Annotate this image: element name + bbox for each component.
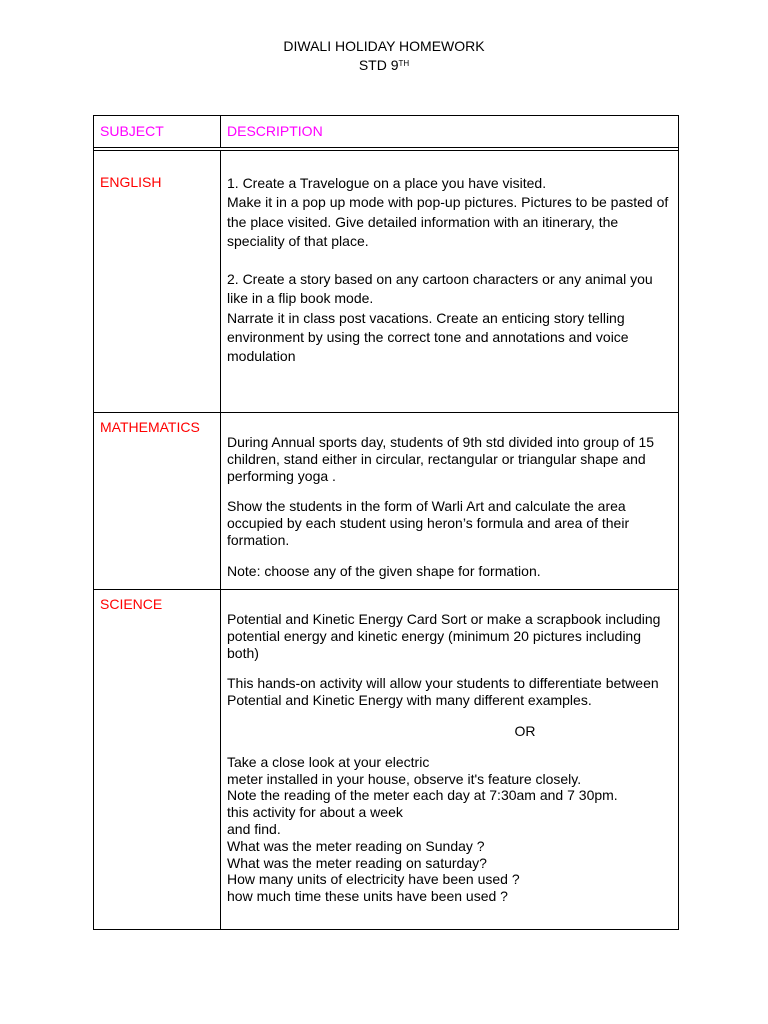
subtitle-grade: STD 9 — [358, 57, 399, 73]
subject-english: ENGLISH — [100, 174, 162, 190]
science-line: how much time these units have been used ? — [227, 888, 508, 905]
subject-mathematics: MATHEMATICS — [100, 419, 200, 435]
document-subtitle — [0, 57, 768, 74]
science-line: What was the meter reading on Sunday ? — [227, 837, 485, 854]
science-line: How many units of electricity have been used ? — [227, 871, 520, 888]
science-line: this activity for about a week — [227, 804, 403, 821]
english-task-1: 1. Create a Travelogue on a place you have visited. — [227, 175, 547, 191]
header-subject: SUBJECT — [100, 123, 164, 139]
subtitle-superscript: TH — [398, 59, 410, 68]
description-mathematics — [227, 434, 675, 580]
english-task-2-detail: Narrate it in class post vacations. Create an enticing story telling environment by using the correct tone and annotations and voice modulation — [227, 309, 629, 365]
column-divider — [220, 116, 221, 929]
english-task-2: 2. Create a story based on any cartoon characters or any animal you like in a flip book mode. — [227, 271, 653, 307]
science-task-1: Potential and Kinetic Energy Card Sort or make a scrapbook including potential energy and kinetic energy (minimum 20 pictures including both) — [227, 611, 661, 661]
math-task-note: Note: choose any of the given shape for formation. — [227, 562, 541, 579]
science-line: Note the reading of the meter each day at 7:30am and 7 30pm. — [227, 787, 618, 804]
science-line: meter installed in your house, observe it's feature closely. — [227, 770, 582, 787]
science-line: What was the meter reading on saturday? — [227, 854, 487, 871]
science-task-1-detail: This hands-on activity will allow your students to differentiate between Potential and Kinetic Energy with many different examples. — [227, 675, 659, 709]
header-rule-bottom — [94, 150, 678, 151]
description-science — [227, 611, 675, 905]
subject-science: SCIENCE — [100, 596, 163, 612]
english-task-1-detail: Make it in a pop up mode with pop-up pictures. Pictures to be pasted of the place visited. Give detailed information with an itinerary, the speciality of that place. — [227, 194, 669, 249]
homework-table — [93, 115, 679, 930]
science-line: Take a close look at your electric — [227, 753, 430, 770]
description-english — [227, 174, 675, 367]
science-or-separator: OR — [514, 722, 536, 739]
science-line: and find. — [227, 820, 281, 837]
math-task-intro: During Annual sports day, students of 9th std divided into group of 15 children, stand either in circular, rectangular or triangular shape and performing yoga . — [227, 434, 655, 484]
row-divider-english — [94, 412, 678, 413]
row-divider-mathematics — [94, 589, 678, 590]
science-task-2 — [227, 754, 675, 905]
math-task-instruction: Show the students in the form of Warli Art and calculate the area occupied by each student using heron’s formula and area of their formation. — [227, 498, 630, 548]
document-title: DIWALI HOLIDAY HOMEWORK — [283, 38, 485, 54]
header-description: DESCRIPTION — [227, 123, 323, 139]
